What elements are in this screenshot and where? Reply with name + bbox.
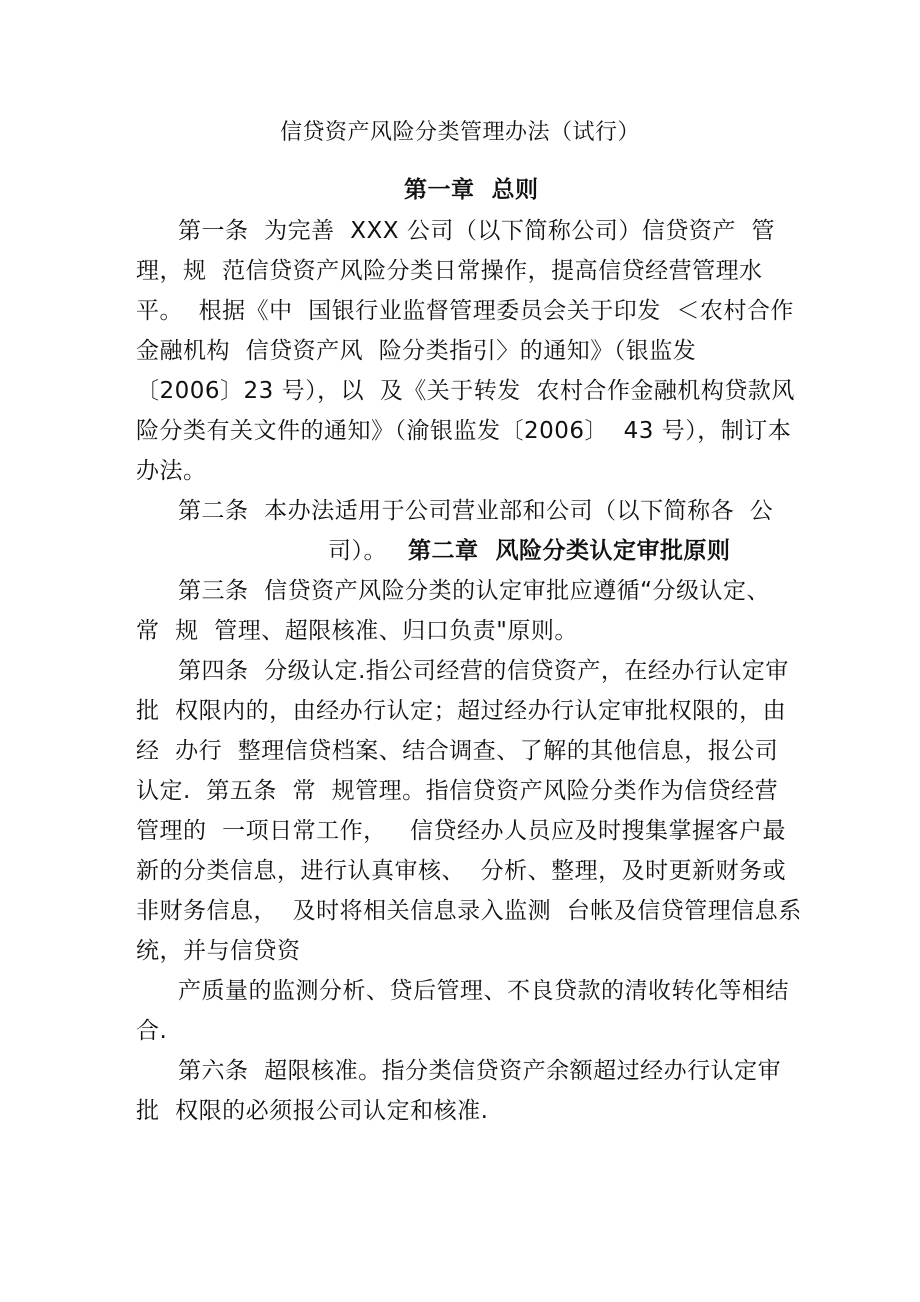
article-1-line-2: 理，规 范信贷资产风险分类日常操作，提高信贷经营管理水 [136, 258, 763, 284]
article-4-line-2: 批 权限内的，由经办行认定；超过经办行认定审批权限的，由 [136, 698, 787, 724]
article-4-line-1: 第四条 分级认定.指公司经营的信贷资产，在经办行认定审 [178, 658, 789, 684]
article-3-line-2: 常 规 管理、超限核准、归口负责"原则。 [136, 618, 578, 644]
article-1-line-3: 平。 根据《中 国银行业监督管理委员会关于印发 ＜农村合作 [136, 298, 794, 324]
article-1-line-6: 险分类有关文件的通知》（渝银监发〔2006〕 43 号），制订本 [136, 418, 792, 444]
document-title: 信贷资产风险分类管理办法（试行） [279, 120, 640, 145]
article-6-line-1: 第六条 超限核准。指分类信贷资产余额超过经办行认定审 [178, 1058, 782, 1084]
article-5-line-4: 非财务信息， 及时将相关信息录入监测 台帐及信贷管理信息系 [136, 898, 802, 924]
article-5-line-2: 管理的 一项日常工作， 信贷经办人员应及时搜集掌握客户最 [136, 818, 787, 844]
article-5-line-7: 合. [136, 1018, 168, 1044]
article-5-line-6: 产质量的监测分析、贷后管理、不良贷款的清收转化等相结 [178, 978, 789, 1004]
article-1-line-4: 金融机构 信贷资产风 险分类指引〉的通知》（银监发 [136, 338, 697, 364]
article-5-line-5: 统，并与信贷资 [136, 938, 301, 964]
article-6-line-2: 批 权限的必须报公司认定和核准. [136, 1098, 489, 1124]
article-1-line-5: 〔2006〕23 号），以 及《关于转发 农村合作金融机构贷款风 [136, 378, 795, 404]
article-5-line-3: 新的分类信息，进行认真审核、 分析、整理，及时更新财务或 [136, 858, 787, 884]
chapter-2-heading: 第二章 风险分类认定审批原则 [408, 538, 731, 564]
article-1-line-7: 办法。 [136, 458, 207, 484]
article-4-line-3: 经 办行 整理信贷档案、结合调查、了解的其他信息，报公司 [136, 738, 779, 764]
article-1-line-1: 第一条 为完善 XXX 公司（以下简称公司）信贷资产 管 [178, 218, 775, 244]
article-3-line-1: 第三条 信贷资产风险分类的认定审批应遵循“分级认定、 [178, 578, 771, 604]
article-2-line-2: 司）。 [328, 538, 387, 564]
chapter-1-heading: 第一章 总则 [404, 177, 539, 203]
article-2-line-1: 第二条 本办法适用于公司营业部和公司（以下简称各 公 [178, 498, 774, 524]
article-4-line-4: 认定. 第五条 常 规管理。指信贷资产风险分类作为信贷经营 [136, 778, 779, 804]
